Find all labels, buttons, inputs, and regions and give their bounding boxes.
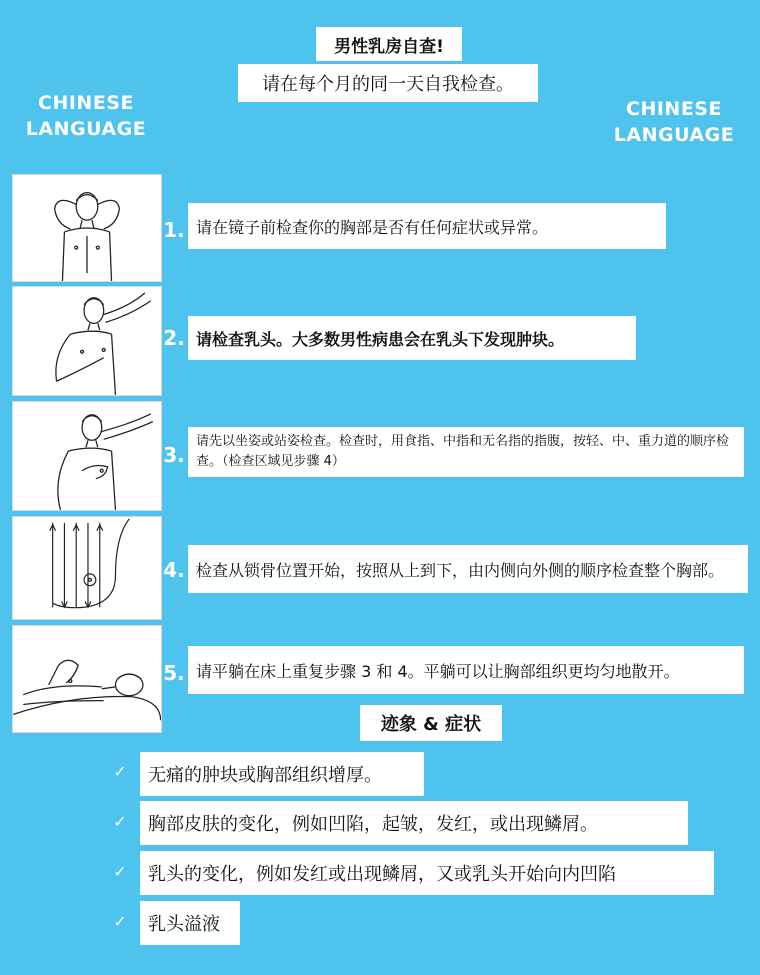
step-5-text: 请平躺在床上重复步骤 3 和 4。平躺可以让胸部组织更均匀地散开。 [196, 661, 680, 681]
check-icon: ✓ [113, 862, 127, 881]
step-1-number: 1. [163, 218, 185, 242]
signs-title: 迹象 & 症状 [380, 714, 482, 735]
check-icon: ✓ [113, 912, 127, 931]
page-title: 男性乳房自查! [334, 36, 444, 57]
step-2-text: 请检查乳头。大多数男性病患会在乳头下发现肿块。 [196, 329, 565, 349]
language-label-right: CHINESE LANGUAGE [613, 98, 735, 146]
step-4-number: 4. [163, 558, 185, 582]
page-title-box [316, 27, 462, 61]
step-1-text: 请在镜子前检查你的胸部是否有任何症状或异常。 [196, 217, 549, 237]
man-lying-down-icon [13, 626, 161, 732]
man-palpating-chest-icon [13, 402, 161, 510]
step-4-box [188, 545, 748, 593]
chest-exam-pattern-icon [13, 517, 161, 619]
step-3-illustration [12, 401, 162, 511]
sign-item-text: 乳头溢液 [148, 914, 220, 935]
check-icon: ✓ [113, 762, 127, 781]
step-1-box [188, 203, 666, 249]
sign-item-text: 无痛的肿块或胸部组织增厚。 [148, 765, 382, 786]
step-3-number: 3. [163, 443, 185, 467]
sign-item-text: 胸部皮肤的变化，例如凹陷，起皱，发红，或出现鳞屑。 [148, 814, 598, 835]
step-5-illustration [12, 625, 162, 733]
page-subtitle-box [238, 64, 538, 102]
man-checking-nipple-icon [13, 287, 161, 395]
language-label-left: CHINESE LANGUAGE [25, 92, 147, 140]
man-arms-behind-head-icon [13, 175, 161, 281]
step-3-text: 请先以坐姿或站姿检查。检查时，用食指、中指和无名指的指腹，按轻、中、重力道的顺序检查。（检查区域见步骤 4） [196, 434, 730, 469]
step-4-illustration [12, 516, 162, 620]
sign-item-4 [140, 901, 240, 945]
step-5-number: 5. [163, 661, 185, 685]
step-3-box [188, 427, 744, 477]
signs-title-box [360, 705, 502, 741]
sign-item-2 [140, 801, 688, 845]
step-2-box [188, 316, 636, 360]
step-2-illustration [12, 286, 162, 396]
step-4-text: 检查从锁骨位置开始，按照从上到下，由内侧向外侧的顺序检查整个胸部。 [196, 560, 725, 580]
step-1-illustration [12, 174, 162, 282]
sign-item-1 [140, 752, 424, 796]
step-5-box [188, 646, 744, 694]
page-subtitle: 请在每个月的同一天自我检查。 [262, 74, 514, 95]
sign-item-3 [140, 851, 714, 895]
step-2-number: 2. [163, 326, 185, 350]
check-icon: ✓ [113, 812, 127, 831]
sign-item-text: 乳头的变化，例如发红或出现鳞屑，又或乳头开始向内凹陷 [148, 864, 616, 885]
